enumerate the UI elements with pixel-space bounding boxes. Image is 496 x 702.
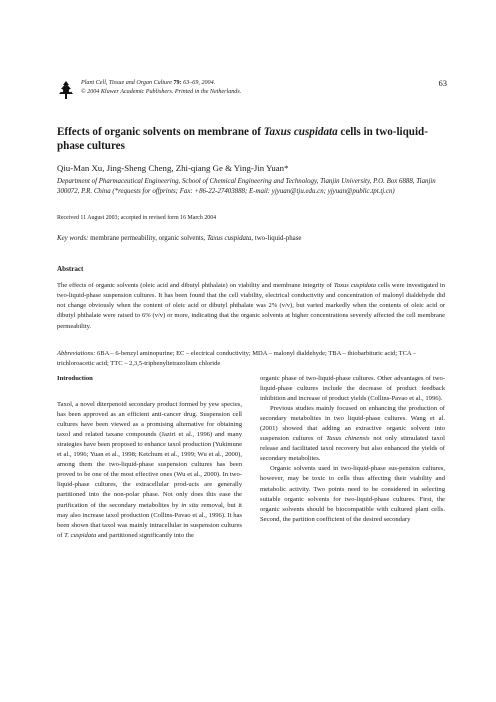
copyright-line: © 2004 Kluwer Academic Publishers. Printed in the Netherlands. <box>81 88 242 95</box>
author-list: Qiu-Man Xu, Jing-Sheng Cheng, Zhi-qiang Ge & Ying-Jin Yuan* <box>57 163 289 173</box>
abstract-heading: Abstract <box>57 265 84 273</box>
intro-p1-insitu: in situ <box>181 501 199 509</box>
right-column <box>260 374 445 525</box>
keywords-species: Taxus cuspidata <box>206 235 252 242</box>
abstract-species: Taxus cuspidata <box>333 282 377 289</box>
kluwer-tree-logo-icon <box>57 80 75 100</box>
title-species: Taxus cuspidata <box>263 126 338 138</box>
keywords-part-a: membrane permeability, organic solvents, <box>90 235 207 242</box>
received-dates: Received 11 August 2003; accepted in revised form 16 March 2004 <box>57 215 217 221</box>
keywords-label: Key words: <box>57 235 89 242</box>
abstract-part-2: cells were investigated in two-liquid-phase suspension cultures. It has been found that the cell viability, electrical conductivity and concentration of malonyl dialdehyde did not change obviously when the content of oleic acid or dibutyl phthalate was 2% (v/v), but varied markedly when the contents of oleic acid or dibutyl phthalate were raised to 6% (v/v) or more, indicating that the organic solvents at higher concentrations severely affected the cell membrane permeability. <box>57 282 445 330</box>
title-suffix: cells in two-liquid-phase cultures <box>57 126 428 152</box>
intro-p1-species: T. cuspidata <box>64 531 97 539</box>
abstract-text <box>57 281 445 332</box>
journal-name: Plant Cell, Tissue and Organ Culture <box>81 80 172 86</box>
intro-p2-part-a: Previous studies mainly focused on enhancing the production of secondary metabolites in two liquid-phase cultures. Wang et al. (2001) showed that adding an extractive organic solvent into suspension cultures of <box>260 405 445 443</box>
title-prefix: Effects of organic solvents on membrane of <box>57 126 264 138</box>
intro-paragraph-2 <box>260 404 445 464</box>
abbreviations-text: 6BA – 6-benzyl aminopurine; EC – electrical conductivity; MDA – malonyl dialdehyde; TBA – thiobarbituric acid; TCA – trichloroacetic acid; TTC – 2,3,5-triphenyltetrazolium chloride <box>57 350 417 368</box>
left-column <box>57 374 242 541</box>
intro-paragraph-1-cont: organic phase of two-liquid-phase cultures. Other advantages of two-liquid-phase cultures include the decrease of product feedback inhibition and increase of product yields (Collins-Pavao et al., 1996). <box>260 375 445 403</box>
journal-header <box>57 78 447 104</box>
journal-pages: 63–69, 2004. <box>183 80 216 86</box>
intro-p1-part-b: removal, but it may also increase taxol production (Collins-Pavao et al., 1996). It has been shown that taxol was mainly intracellular in suspension cultures of <box>57 501 242 539</box>
intro-paragraph-3: Organic solvents used in two-liquid-phase sus-pension cultures, however, may be toxic to cells thus affecting their viability and metabolic activity. Two points need to be considered in selecting suitable organic solvents for two-liquid-phase cultures. First, the organic solvents should be biocompatible with cultured plant cells. Second, the partition coefficient of the desired secondary <box>260 465 445 523</box>
intro-paragraph-1 <box>57 400 242 541</box>
journal-citation <box>81 79 241 96</box>
affiliation: Department of Pharmaceutical Engineering, School of Chemical Engineering and Technology, Tianjin University, P.O. Box 6888, Tianjin 300072, P.R. China (*requests for offprints; Fax: +86-22-27403888; E-mail: yjyuan@tju.edu.cn; yjyuan@public.tpt.tj.cn) <box>57 178 436 195</box>
abstract-part-1: The effects of organic solvents (oleic acid and dibutyl phthalate) on viability and membrane integrity of <box>57 282 334 289</box>
intro-p2-part-b: not only stimulated taxol release and facilitated taxol recovery but also enhanced the yields of secondary metabolites. <box>260 435 445 463</box>
abbreviations-label: Abbreviations: <box>57 350 96 357</box>
keywords-part-b: , two-liquid-phase <box>251 235 302 242</box>
abbreviations <box>57 349 445 369</box>
page-number: 63 <box>438 78 447 88</box>
intro-p1-part-a: Taxol, a novel diterpenoid secondary product formed by yew species, has been approved as an efficient anti-cancer drug. Suspension cell cultures have been viewed as a promising alternative for obtaining taxol and related taxane compounds (Jaziri et al., 1996) and many strategies have been proposed to enhance taxol production (Yukimune et al., 1996; Yuan et al., 1998; Ketchum et al., 1999; Wu et al., 2000), among them the two-liquid-phase suspension cultures has been proved to be one of the most effective ones (Wu et al., 2000). In two-liquid-phase cultures, the extracellular prod-ucts are generally partitioned into the non-polar phase. Not only does this ease the purification of the secondary metabolites by <box>57 401 242 509</box>
article-title <box>57 125 442 153</box>
intro-p1-part-c: and partitioned significantly into the <box>96 531 194 539</box>
journal-volume: 79: <box>173 80 182 86</box>
keywords <box>57 235 301 242</box>
introduction-heading: Introduction <box>57 375 93 382</box>
intro-p2-species: Taxus chinensis <box>326 435 370 443</box>
